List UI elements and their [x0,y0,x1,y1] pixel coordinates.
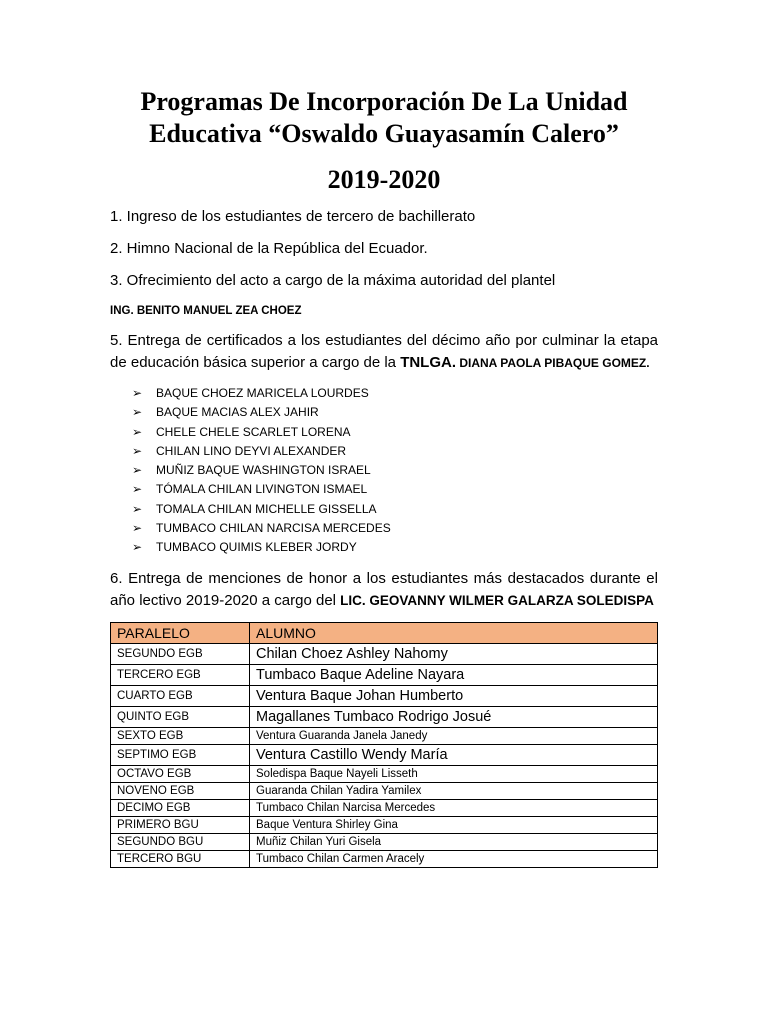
table-row [111,664,658,685]
title-line-2: Educativa “Oswaldo Guayasamín Calero” [149,119,619,148]
agenda-item-5 [110,330,658,374]
cell-level: SEXTO EGB [111,727,250,744]
cell-level: NOVENO EGB [111,782,250,799]
arrow-bullet-icon: ➢ [132,482,143,497]
agenda-item-2: 2. Himno Nacional de la República del Ecuador. [110,240,428,257]
cell-level: SEGUNDO BGU [111,833,250,850]
cell-student: Chilan Choez Ashley Nahomy [250,643,658,664]
student-name: TOMALA CHILAN MICHELLE GISSELLA [156,501,377,516]
table-row [111,706,658,727]
table-row [111,643,658,664]
cell-student: Soledispa Baque Nayeli Lisseth [250,765,658,782]
cell-student: Tumbaco Chilan Narcisa Mercedes [250,799,658,816]
list-item [132,442,658,461]
cell-student: Ventura Guaranda Janela Janedy [250,727,658,744]
student-name: BAQUE CHOEZ MARICELA LOURDES [156,386,369,400]
table-row [111,765,658,782]
list-item [132,423,658,442]
table-row [111,685,658,706]
cell-student: Baque Ventura Shirley Gina [250,816,658,833]
arrow-bullet-icon: ➢ [132,424,143,439]
arrow-bullet-icon: ➢ [132,463,143,478]
agenda-item-3: 3. Ofrecimiento del acto a cargo de la máxima autoridad del plantel [110,272,556,289]
table-row [111,850,658,867]
cell-student: Ventura Baque Johan Humberto [250,685,658,706]
cell-student: Magallanes Tumbaco Rodrigo Josué [250,706,658,727]
student-name: TÓMALA CHILAN LIVINGTON ISMAEL [156,482,368,497]
arrow-bullet-icon: ➢ [132,386,143,400]
student-name: MUÑIZ BAQUE WASHINGTON ISRAEL [156,463,371,478]
arrow-bullet-icon: ➢ [132,405,143,420]
arrow-bullet-icon: ➢ [132,443,143,458]
authority-name: ING. BENITO MANUEL ZEA CHOEZ [110,305,302,317]
student-name: BAQUE MACIAS ALEX JAHIR [156,405,319,420]
agenda-item-1: 1. Ingreso de los estudiantes de tercero de bachillerato [110,208,476,225]
table-row [111,744,658,765]
student-list [132,384,658,558]
table-row [111,799,658,816]
cell-student: Tumbaco Chilan Carmen Aracely [250,850,658,867]
list-item [132,538,658,557]
agenda-item-6-name: LIC. GEOVANNY WILMER GALARZA SOLEDISPA [340,592,654,608]
list-item [132,480,658,499]
list-item [132,519,658,538]
column-header-alumno: ALUMNO [250,622,658,643]
table-row [111,833,658,850]
agenda-item-5-name: DIANA PAOLA PIBAQUE GOMEZ. [456,356,650,370]
student-name: TUMBACO CHILAN NARCISA MERCEDES [156,521,391,536]
table-row [111,727,658,744]
cell-level: TERCERO EGB [111,664,250,685]
cell-student: Guaranda Chilan Yadira Yamilex [250,782,658,799]
agenda-item-5-text: 5. Entrega de certificados a los estudiantes del décimo año por culminar la etapa de educación básica superior a cargo de la [110,332,658,371]
agenda-item-6-text: 6. Entrega de menciones de honor a los estudiantes más destacados durante el año lectivo 2019-2020 a cargo del [110,569,658,609]
arrow-bullet-icon: ➢ [132,501,143,516]
cell-level: PRIMERO BGU [111,816,250,833]
arrow-bullet-icon: ➢ [132,540,143,555]
cell-level: DECIMO EGB [111,799,250,816]
student-name: TUMBACO QUIMIS KLEBER JORDY [156,540,357,555]
honors-table [110,622,658,868]
list-item [132,500,658,519]
table-row [111,782,658,799]
column-header-paralelo: PARALELO [111,622,250,643]
cell-student: Tumbaco Baque Adeline Nayara [250,664,658,685]
table-header-row [111,622,658,643]
agenda-item-5-title: TNLGA. [400,354,457,371]
cell-student: Muñiz Chilan Yuri Gisela [250,833,658,850]
list-item [132,403,658,422]
cell-level: CUARTO EGB [111,685,250,706]
list-item [132,461,658,480]
agenda-item-6 [110,568,658,612]
cell-level: QUINTO EGB [111,706,250,727]
table-row [111,816,658,833]
document-year: 2019-2020 [327,165,441,194]
list-item [132,384,658,403]
cell-student: Ventura Castillo Wendy María [250,744,658,765]
student-name: CHELE CHELE SCARLET LORENA [156,424,351,439]
cell-level: SEGUNDO EGB [111,643,250,664]
cell-level: OCTAVO EGB [111,765,250,782]
student-name: CHILAN LINO DEYVI ALEXANDER [156,443,347,458]
cell-level: SEPTIMO EGB [111,744,250,765]
arrow-bullet-icon: ➢ [132,521,143,536]
cell-level: TERCERO BGU [111,850,250,867]
document-title [110,86,658,150]
title-line-1: Programas De Incorporación De La Unidad [140,87,628,116]
